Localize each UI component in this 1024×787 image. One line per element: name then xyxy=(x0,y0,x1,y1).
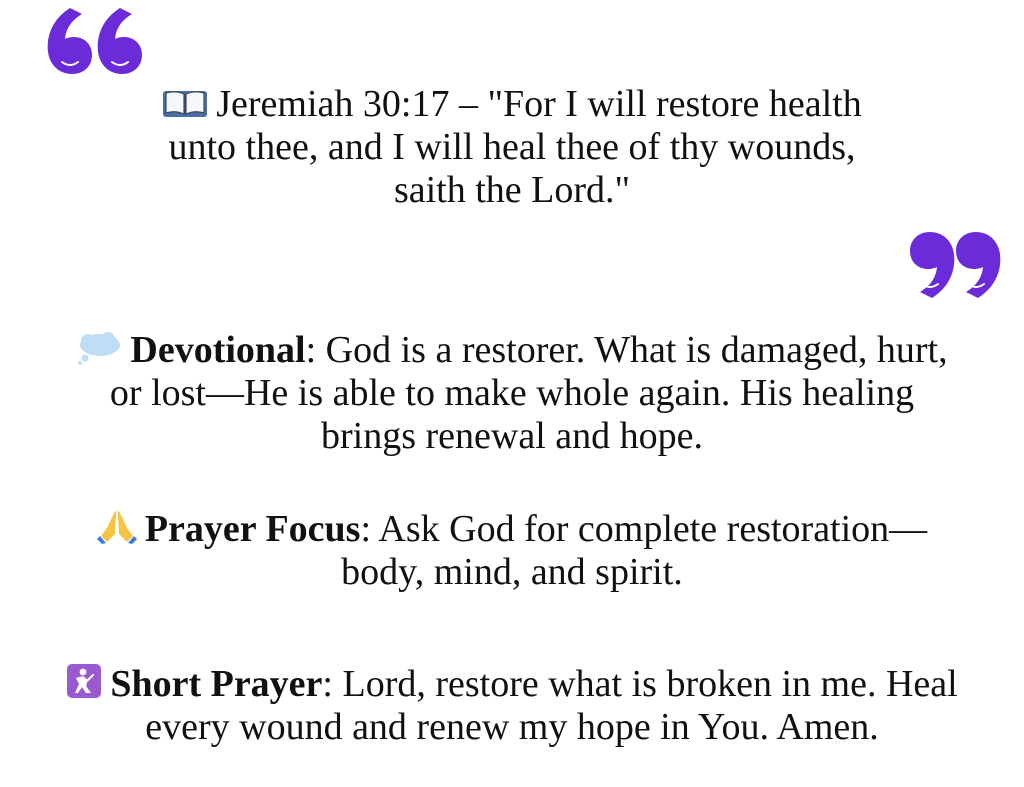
prayer-focus-line-1 xyxy=(0,508,1024,551)
devotional-line-1 xyxy=(0,329,1024,372)
devotional-label: Devotional xyxy=(130,329,306,371)
short-prayer-block xyxy=(0,663,1024,749)
short-prayer-line-1 xyxy=(0,663,1024,706)
devotional-line-2: or lost—He is able to make whole again. His healing xyxy=(109,372,915,414)
short-prayer-text-line-1: : Lord, restore what is broken in me. Heal xyxy=(322,663,958,705)
close-quote-icon xyxy=(908,226,1004,304)
thought-bubble-icon xyxy=(76,331,122,365)
prayer-focus-line-2: body, mind, and spirit. xyxy=(341,551,683,593)
devotional-line-3: brings renewal and hope. xyxy=(321,415,703,457)
verse-line-1 xyxy=(0,83,1024,126)
open-quote-icon xyxy=(44,0,144,76)
prayer-focus-block xyxy=(0,508,1024,594)
place-of-worship-icon xyxy=(66,663,102,699)
short-prayer-label: Short Prayer xyxy=(110,663,323,705)
devotional-block xyxy=(0,329,1024,458)
prayer-focus-text-line-1: : Ask God for complete restoration— xyxy=(360,508,928,550)
open-book-icon xyxy=(162,87,208,119)
verse-text-line-1: Jeremiah 30:17 – "For I will restore health xyxy=(216,83,862,125)
verse-line-3: saith the Lord." xyxy=(393,169,631,211)
short-prayer-line-2: every wound and renew my hope in You. Amen. xyxy=(145,706,879,748)
folded-hands-icon xyxy=(97,508,137,544)
verse-line-2: unto thee, and I will heal thee of thy wounds, xyxy=(168,126,856,168)
devotional-text-line-1: : God is a restorer. What is damaged, hurt, xyxy=(305,329,948,371)
verse-block xyxy=(0,83,1024,212)
prayer-focus-label: Prayer Focus xyxy=(144,508,361,550)
